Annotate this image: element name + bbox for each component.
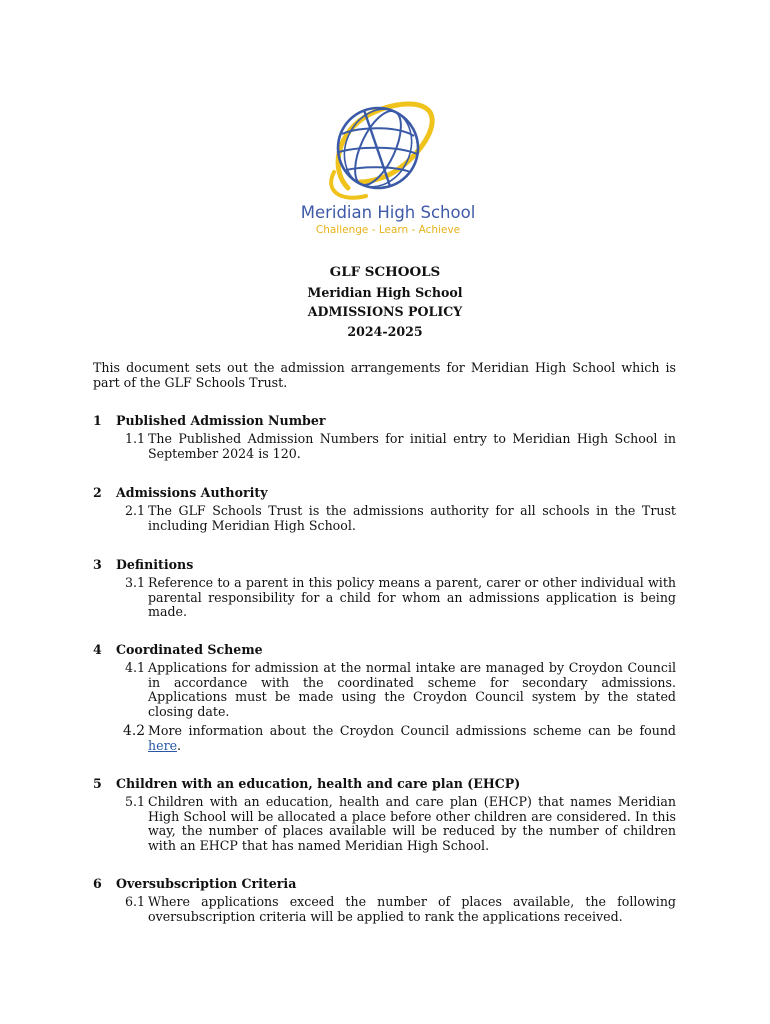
section-number: 1 bbox=[93, 413, 102, 428]
section-heading bbox=[93, 642, 676, 657]
clause-text-end: . bbox=[177, 737, 182, 753]
section-number: 6 bbox=[93, 876, 102, 891]
clause bbox=[93, 724, 676, 753]
section-5 bbox=[93, 776, 676, 853]
clause bbox=[93, 661, 676, 719]
intro-paragraph: This document sets out the admission arrangements for Meridian High School which is part of the GLF Schools Trust. bbox=[93, 360, 676, 390]
clause-text: The Published Admission Numbers for initial entry to Meridian High School in September 2024 is 120. bbox=[148, 431, 676, 461]
section-number: 5 bbox=[93, 776, 102, 791]
section-number: 3 bbox=[93, 557, 102, 572]
section-heading bbox=[93, 876, 676, 891]
section-2 bbox=[93, 485, 676, 533]
section-number: 4 bbox=[93, 642, 102, 657]
section-title: Coordinated Scheme bbox=[116, 642, 263, 657]
section-heading bbox=[93, 413, 676, 428]
logo-school-name: Meridian High School bbox=[300, 203, 476, 222]
section-title: Definitions bbox=[116, 557, 194, 572]
section-title: Oversubscription Criteria bbox=[116, 876, 297, 891]
clause bbox=[93, 795, 676, 853]
clause bbox=[93, 895, 676, 924]
policy-title: ADMISSIONS POLICY bbox=[307, 304, 463, 319]
section-heading bbox=[93, 776, 676, 791]
clause-text: Children with an education, health and care plan (EHCP) that names Meridian High School will be allocated a place before other children are considered. In this way, the number of places available will be reduced by the number of children with an EHCP that has named Meridian High School. bbox=[148, 794, 676, 853]
clause-number: 5.1 bbox=[124, 794, 145, 809]
clause-text: The GLF Schools Trust is the admissions authority for all schools in the Trust including Meridian High School. bbox=[148, 503, 676, 533]
section-3 bbox=[93, 557, 676, 620]
year-title: 2024-2025 bbox=[347, 323, 423, 339]
clause-text bbox=[148, 724, 676, 753]
document-title-block bbox=[0, 263, 770, 341]
section-title: Published Admission Number bbox=[116, 413, 326, 428]
section-6 bbox=[93, 876, 676, 924]
clause bbox=[93, 432, 676, 461]
clause-text-body: More information about the Croydon Council admissions scheme can be found bbox=[148, 723, 676, 739]
clause-number: 6.1 bbox=[124, 894, 145, 909]
clause-text: Applications for admission at the normal intake are managed by Croydon Council in accordance with the coordinated scheme for secondary admissions. Applications must be made using the Croydon Council system by the stated closing date. bbox=[148, 660, 676, 719]
section-title: Admissions Authority bbox=[116, 485, 268, 500]
section-4 bbox=[93, 642, 676, 754]
clause bbox=[93, 504, 676, 533]
section-heading bbox=[93, 485, 676, 500]
school-title: Meridian High School bbox=[307, 284, 463, 300]
section-heading bbox=[93, 557, 676, 572]
clause-text: Reference to a parent in this policy means a parent, carer or other individual with parental responsibility for a child for whom an admissions application is being made. bbox=[148, 575, 676, 620]
clause-number: 4.1 bbox=[124, 660, 145, 675]
clause-number: 4.2 bbox=[123, 723, 145, 740]
clause-number: 3.1 bbox=[124, 575, 145, 590]
section-1 bbox=[93, 413, 676, 461]
clause-number: 1.1 bbox=[124, 431, 145, 446]
globe-logo-icon bbox=[290, 96, 486, 238]
section-number: 2 bbox=[93, 485, 102, 500]
admissions-scheme-link[interactable]: here bbox=[148, 737, 178, 753]
school-logo bbox=[290, 96, 486, 238]
logo-tagline: Challenge - Learn - Achieve bbox=[315, 224, 461, 236]
org-title: GLF SCHOOLS bbox=[329, 264, 441, 280]
clause bbox=[93, 576, 676, 620]
section-title: Children with an education, health and care plan (EHCP) bbox=[116, 776, 521, 791]
clause-number: 2.1 bbox=[124, 503, 145, 518]
clause-text: Where applications exceed the number of places available, the following oversubscription criteria will be applied to rank the applications received. bbox=[148, 894, 676, 924]
